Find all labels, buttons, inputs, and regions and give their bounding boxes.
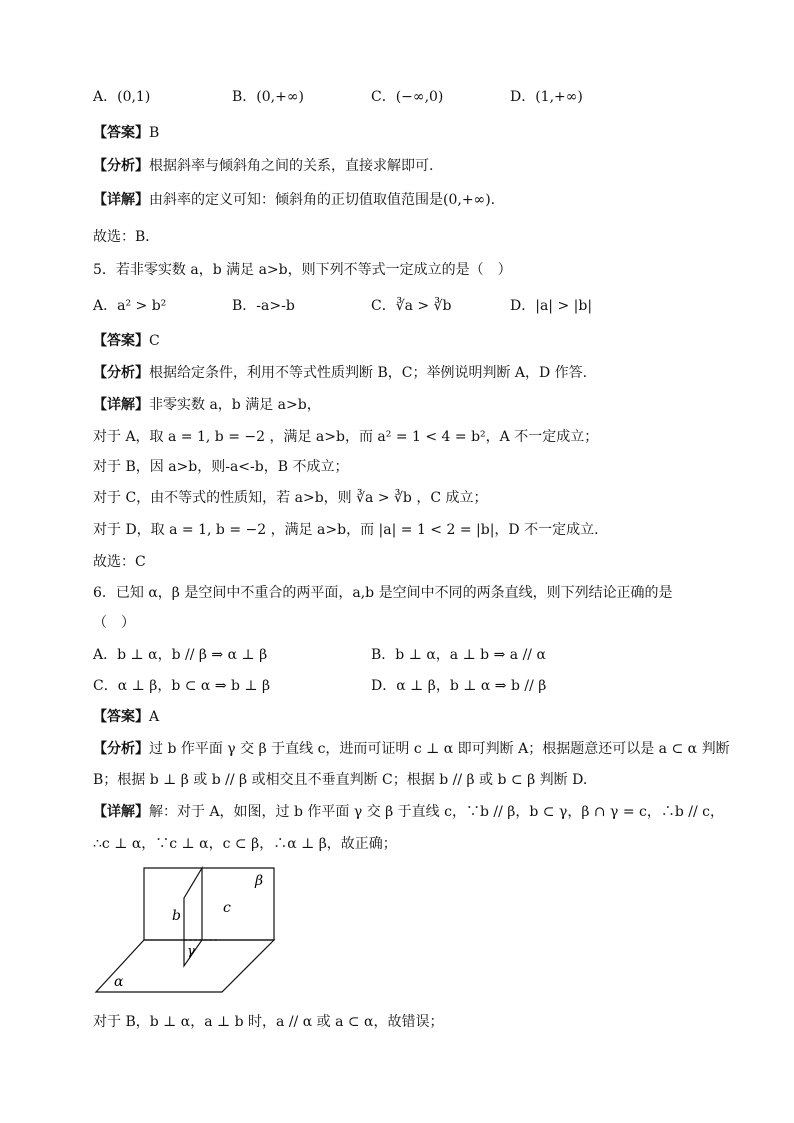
q6-analysis-1 [93, 740, 730, 758]
answer-value: A [149, 709, 160, 725]
label-c: c [223, 900, 231, 916]
detail-tag: 【详解】 [93, 192, 149, 208]
analysis-tag: 【分析】 [93, 158, 149, 174]
q4-analysis [93, 157, 433, 175]
detail-text: 非零实数 a，b 满足 a>b， [149, 397, 321, 413]
q5-option-c: C．∛a > ∛b [371, 298, 452, 314]
q5-analysis [93, 364, 587, 382]
q4-option-d: D．(1,+∞) [510, 89, 583, 105]
analysis-text: 根据斜率与倾斜角之间的关系，直接求解即可. [149, 158, 434, 174]
q4-option-c: C．(−∞,0) [371, 89, 444, 105]
q5-case-c: 对于 C，由不等式的性质知，若 a>b，则 ∛a > ∛b ，C 成立； [93, 490, 488, 506]
detail-text: 解：对于 A，如图，过 b 作平面 γ 交 β 于直线 c，∵b // β，b ⊂ γ，β ∩ γ = c，∴b // c， [149, 804, 725, 820]
detail-tag: 【详解】 [93, 804, 149, 820]
detail-tag: 【详解】 [93, 397, 149, 413]
q4-answer [93, 124, 159, 142]
q6-option-c: C．α ⊥ β，b ⊂ α ⇒ b ⊥ β [93, 678, 271, 694]
q6-option-d: D．α ⊥ β，b ⊥ α ⇒ b // β [371, 678, 547, 694]
q6-detail-1 [93, 803, 724, 821]
q5-case-d: 对于 D，取 a = 1, b = −2 ，满足 a>b，而 |a| = 1 < 2 = |b|，D 不一定成立. [93, 522, 599, 538]
answer-tag: 【答案】 [93, 333, 149, 349]
answer-tag: 【答案】 [93, 125, 149, 141]
q5-choose: 故选：C [93, 554, 146, 570]
q4-option-a: A．(0,1) [93, 89, 151, 105]
detail-text: 由斜率的定义可知：倾斜角的正切值取值范围是(0,+∞). [149, 192, 496, 208]
analysis-tag: 【分析】 [93, 365, 149, 381]
q5-stem: 5．若非零实数 a，b 满足 a>b，则下列不等式一定成立的是（ ） [93, 262, 512, 278]
q5-case-b: 对于 B，因 a>b，则-a<-b，B 不成立； [93, 459, 349, 475]
answer-value: B [149, 125, 160, 141]
label-b: b [172, 908, 181, 924]
analysis-text: 根据给定条件，利用不等式性质判断 B，C；举例说明判断 A，D 作答. [149, 365, 588, 381]
q6-option-b: B．b ⊥ α，a ⊥ b ⇒ a // α [371, 647, 546, 663]
q6-option-a: A．b ⊥ α，b // β ⇒ α ⊥ β [93, 647, 268, 663]
q4-detail [93, 191, 495, 209]
q6-analysis-2: B；根据 b ⊥ β 或 b // β 或相交且不垂直判断 C；根据 b // β 或 b ⊂ β 判断 D. [93, 772, 588, 788]
q5-detail [93, 396, 321, 414]
label-gamma: γ [187, 944, 195, 959]
q6-stem: 6．已知 α，β 是空间中不重合的两平面，a,b 是空间中不同的两条直线，则下列结论正确的是 [93, 585, 673, 601]
answer-tag: 【答案】 [93, 709, 149, 725]
answer-value: C [149, 333, 160, 349]
label-alpha: α [114, 974, 124, 990]
analysis-text: 过 b 作平面 γ 交 β 于直线 c，进而可证明 c ⊥ α 即可判断 A；根据题意还可以是 a ⊂ α 判断 [149, 741, 730, 757]
q5-option-d: D．|a| > |b| [510, 298, 593, 314]
planes-figure [92, 860, 292, 998]
q6-answer [93, 708, 159, 726]
q4-option-b: B．(0,+∞) [232, 89, 304, 105]
analysis-tag: 【分析】 [93, 741, 149, 757]
q5-option-a: A．a² > b² [93, 298, 167, 314]
q5-answer [93, 332, 160, 350]
label-beta: β [255, 873, 264, 889]
q6-stem-paren: （ ） [93, 615, 135, 631]
q6-detail-2: ∴c ⊥ α，∵c ⊥ α，c ⊂ β，∴α ⊥ β，故正确； [93, 836, 397, 852]
q5-case-a: 对于 A，取 a = 1, b = −2 ，满足 a>b，而 a² = 1 < 4 = b²，A 不一定成立； [93, 429, 599, 445]
q4-choose: 故选：B． [93, 229, 160, 245]
q6-case-b: 对于 B，b ⊥ α，a ⊥ b 时，a // α 或 a ⊂ α，故错误； [93, 1014, 444, 1030]
q5-option-b: B．-a>-b [232, 298, 295, 314]
